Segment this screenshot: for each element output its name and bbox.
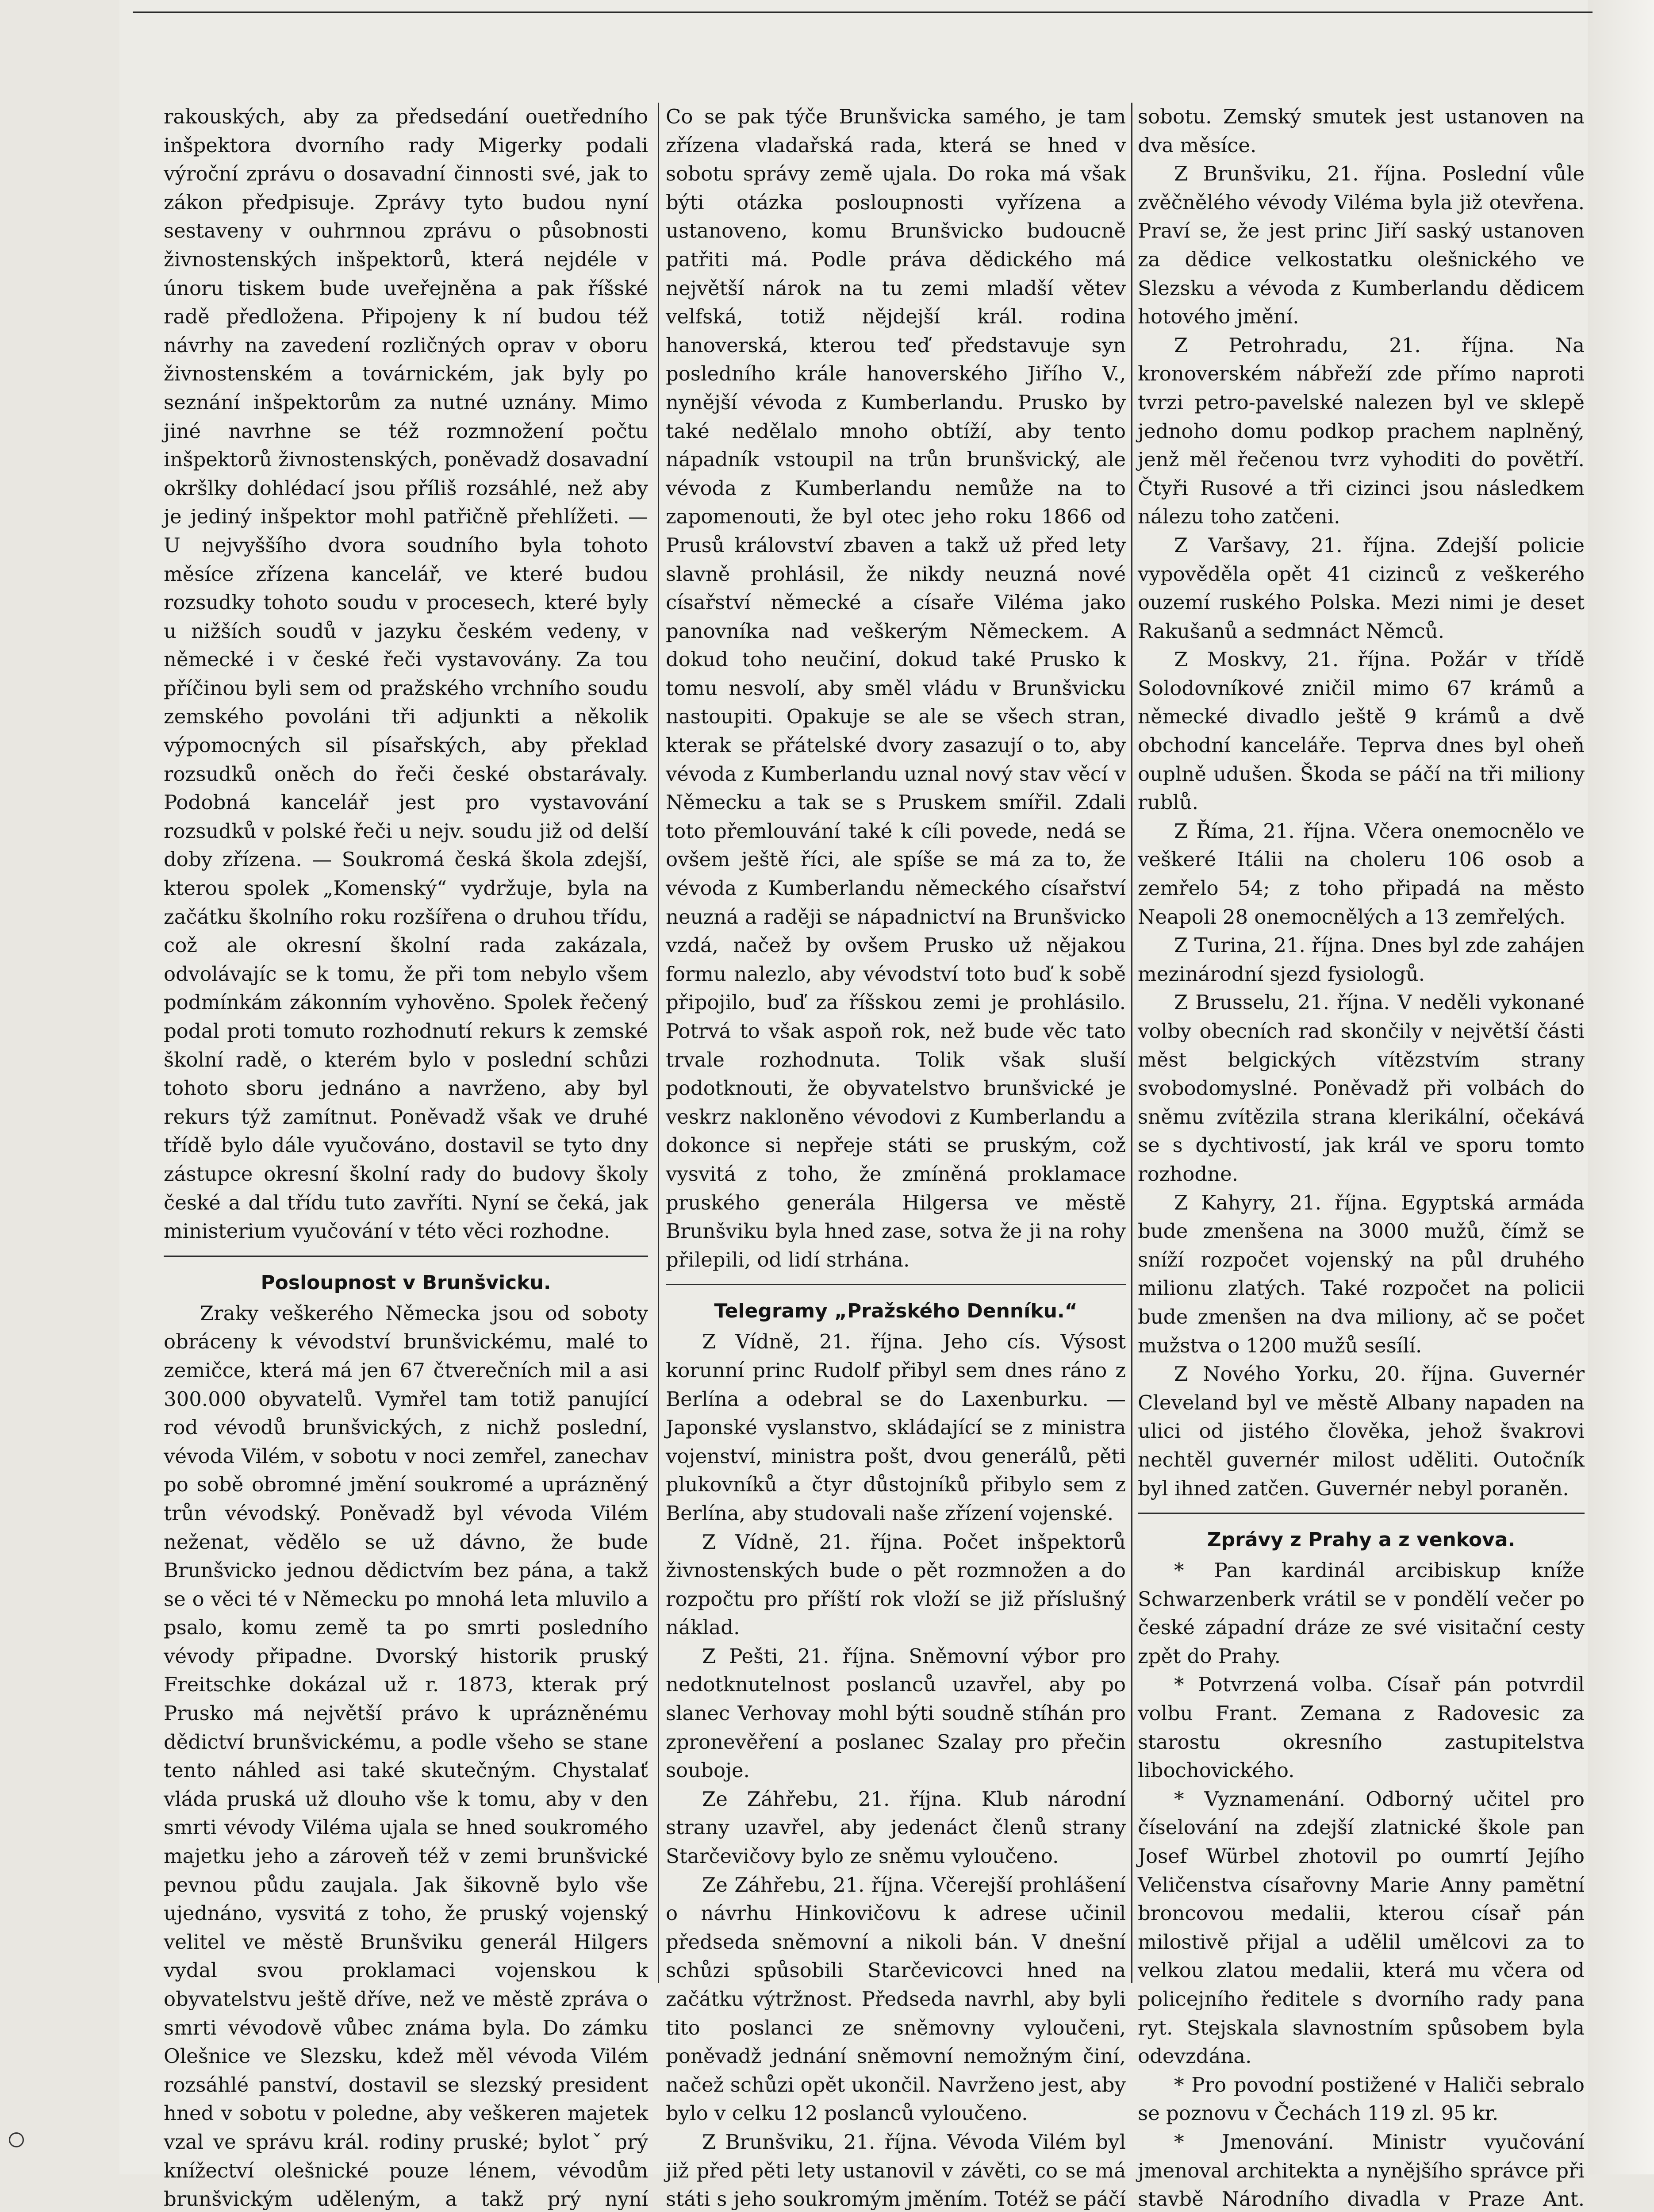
section-divider bbox=[666, 1284, 1126, 1285]
article-paragraph: rakouských, aby za předsedání ouetředního inšpektora dvorního rady Migerky podali výroční zprávu o dosavadní činnosti své, jak to zákon předpisuje. Zprávy tyto budou nyní sestaveny v ouhrnnou zprávu o působnosti živnostenských inšpektorů, která nejdéle v únoru tiskem bude uveřejněna a pak říšské radě předložena. Připojeny k ní budou též návrhy na zavedení rozličných oprav v oboru živnostenském a továrnickém, jak byly po seznání inšpektorům za nutné uznány. Mimo jiné navrhne se též rozmnožení počtu inšpektorů živnostenských, poněvadž dosavadní okršlky dohlédací jsou příliš rozsáhlé, než aby je jediný inšpektor mohl patřičně přehlížeti. — U nejvyššího dvora soudního byla tohoto měsíce zřízena kancelář, ve které budou rozsudky tohoto soudu v procesech, které byly u nižších soudů v jazyku českém vedeny, v německé i v české řeči vystavovány. Za tou příčinou byli sem od pražského vrchního soudu zemského povoláni tři adjunkti a několik výpomocných sil písařských, aby překlad rozsudků oněch do řeči české obstarávaly. Podobná kancelář jest pro vystavování rozsudků v polské řeči u nejv. soudu již od delší doby zřízena. — Soukromá česká škola zdejší, kterou spolek „Komenský“ vydržuje, byla na začátku školního roku rozšířena o druhou třídu, což ale okresní školní rada zakázala, odvolávajíc se k tomu, že při tom nebylo všem podmínkám zákonním vyhověno. Spolek řečený podal proti tomuto rozhodnutí rekurs k zemské školní radě, o kterém bylo v poslední schůzi tohoto sboru jednáno a navrženo, aby byl rekurs týž zamítnut. Poněvadž však ve druhé třídě bylo dále vyučováno, dostavil se tyto dny zástupce okresní školní rady do budovy školy české a dal třídu tuto zavříti. Nyní se čeká, jak ministerium vyučování v této věci rozhodne. bbox=[164, 105, 648, 1243]
column-1 bbox=[164, 103, 648, 2211]
telegram-item: Z Brusselu, 21. října. V neděli vykonané volby obecních rad skončily v největší části měst belgických vítězstvím strany svobodomyslné. Poněvadž při volbách do sněmu zvítězila strana klerikální, očekává se s dychtivostí, jak král ve sporu tomto rozhodne. bbox=[1138, 991, 1585, 1186]
article-paragraph: Zraky veškerého Německa jsou od soboty obráceny k vévodství brunšvickému, malé to zemičce, která má jen 67 čtverečních mil a asi 300.000 obyvatelů. Vymřel tam totiž panující rod vévodů brunšvických, z nichž poslední, vévoda Vilém, v sobotu v noci zemřel, zanechav po sobě obromné jmění soukromé a uprázněný trůn vévodský. Poněvadž byl vévoda Vilém neženat, vědělo se už dávno, že bude Brunšvicko jednou dědictvím bez pána, a takž se o věci té v Německu po mnohá leta mluvilo a psalo, komu země ta po smrti posledního vévody připadne. Dvorský historik pruský Freitschke dokázal už r. 1873, kterak prý Prusko má největší právo k uprázněnému dědictví brunšvickému, a podle všeho se stane tento náhled asi také skutečným. Chystalať vláda pruská už dlouho vše k tomu, aby v den smrti vévody Viléma ujala se hned soukromého majetku jeho a zároveň též v zemi brunšvické pevnou půdu zaujala. Jak šikovně bylo vše ujednáno, vysvitá z toho, že pruský vojenský velitel ve městě Brunšviku generál Hilgers vydal svou proklamaci vojenskou k obyvatelstvu ještě dříve, než ve městě zpráva o smrti vévodově vůbec známa byla. Do zámku Olešnice ve Slezsku, kdež měl vévoda Vilém rozsáhlé panství, dostavil se slezský president hned v sobotu v poledne, aby veškeren majetek vzal ve správu král. rodiny pruské; bylotˇ prý knížectví olešnické pouze lénem, vévodům brunšvickým uděleným, a takž prý nyní bbox=[164, 1301, 648, 2211]
section-divider bbox=[164, 1256, 648, 1257]
telegram-item: Z Pešti, 21. října. Sněmovní výbor pro nedotknutelnost poslanců uzavřel, aby po slanec Verhovay mohl býti soudně stíhán pro zpronevěření a poslanec Szalay pro přečin souboje. bbox=[666, 1644, 1126, 1782]
telegram-item: Z Brunšviku, 21. října. Poslední vůle zvěčnělého vévody Viléma byla již otevřena. Praví se, že jest princ Jiří saský ustanoven za dědice velkostatku olešnického ve Slezsku a vévoda z Kumberlandu dědicem hotového jmění. bbox=[1138, 162, 1585, 329]
page-edge bbox=[1588, 0, 1654, 2174]
telegram-item: Z Brunšviku, 21. října. Vévoda Vilém byl již před pěti lety ustanovil v závěti, co se má státi s jeho soukromým jměním. Totéž se páčí bbox=[666, 2130, 1126, 2211]
news-item: * Jmenování. Ministr vyučování jmenoval architekta a nynějšího správce při stavbě Národního divadla v Praze Ant. bbox=[1138, 2130, 1585, 2211]
telegram-item: Z Moskvy, 21. října. Požár v třídě Solodovníkové zničil mimo 67 krámů a německé divadlo ještě 9 krámů a dvě obchodní kanceláře. Teprva dnes byl oheň ouplně udušen. Škoda se páčí na tři miliony rublů. bbox=[1138, 648, 1585, 814]
telegram-item: Z Nového Yorku, 20. října. Guvernér Cleveland byl ve městě Albany napaden na ulici od jistého člověka, jehož švakrovi nechtěl guvernér milost uděliti. Outočník byl ihned zatčen. Guvernér nebyl poraněn. bbox=[1138, 1362, 1585, 1500]
news-item: * Vyznamenání. Odborný učitel pro číselování na zdejší zlatnické škole pan Josef Würbel zhotovil po oumrtí Jejího Veličenstva císařovny Marie Anny pamětní broncovou medalii, kterou císař pán milostivě přijal a udělil umělcovi za to velkou zlatou medalii, která mu včera od policejního ředitele s dvorního rady pana ryt. Stejskala slavnostním spůsobem byla odevzdána. bbox=[1138, 1787, 1585, 2068]
telegram-item: Z Vídně, 21. října. Jeho cís. Výsost korunní princ Rudolf přibyl sem dnes ráno z Berlína a odebral se do Laxenburku. — Japonské vyslanstvo, skládající se z ministra vojenství, ministra pošt, dvou generálů, pěti plukovníků a čtyr důstojníků přibylo sem z Berlína, aby studovali naše zřízení vojenské. bbox=[666, 1330, 1126, 1525]
section-heading: Zprávy z Prahy a z venkova. bbox=[1207, 1528, 1516, 1551]
telegram-item: Z Turina, 21. října. Dnes byl zde zahájen mezinárodní sjezd fysiologů. bbox=[1138, 933, 1585, 986]
article-paragraph: Co se pak týče Brunšvicka samého, je tam zřízena vladařská rada, která se hned v sobotu správy země ujala. Do roka má však býti otázka posloupnosti vyřízena a ustanoveno, komu Brunšvicko budoucně patřiti má. Podle práva dědického má největší nárok na tu zemi mladší větev velfská, totiž nějdejší král. rodina hanoverská, kterou teď představuje syn posledního krále hanoverského Jiřího V., nynější vévoda z Kumberlandu. Prusko by také nedělalo mnoho obtíží, aby tento nápadník vstoupil na trůn brunšvický, ale vévoda z Kumberlandu nemůže na to zapomenouti, že byl otec jeho roku 1866 od Prusů království zbaven a takž už před lety slavně prohlásil, že nikdy neuzná nové císařství německé a císaře Viléma jako panovníka nad veškerým Německem. A dokud toho neučiní, dokud také Prusko k tomu nesvolí, aby směl vládu v Brunšvicku nastoupiti. Opakuje se ale se všech stran, kterak se přátelské dvory zasazují o to, aby vévoda z Kumberlandu uznal nový stav věcí v Německu a tak se s Pruskem smířil. Zdali toto přemlouvání také k cíli povede, nedá se ovšem ještě říci, ale spíše se má za to, že vévoda z Kumberlandu německého císařství neuzná a raději se nápadnictví na Brunšvicko vzdá, načež by ovšem Prusko už nějakou formu nalezlo, aby vévodství toto buď k sobě připojilo, buď za říšskou zemi je prohlásilo. Potrvá to však aspoň rok, než bude věc tato trvale rozhodnuta. Tolik však sluší podotknouti, že obyvatelstvo brunšvické je veskrz nakloněno vévodovi z Kumberlandu a dokonce si nepřeje státi se pruským, což vysvitá z toho, že zmíněná proklamace pruského generála Hilgersa ve městě Brunšviku byla hned zase, sotva že ji na rohy přilepili, od lidí strhána. bbox=[666, 105, 1126, 1271]
telegram-item: Ze Záhřebu, 21. října. Klub národní strany uzavřel, aby jedenáct členů strany Starčevičovy bylo ze sněmu vyloučeno. bbox=[666, 1787, 1126, 1868]
news-item: * Potvrzená volba. Císař pán potvrdil volbu Frant. Zemana z Radovesic za starostu okresního zastupitelstva libochovického. bbox=[1138, 1673, 1585, 1782]
news-item: * Pan kardinál arcibiskup kníže Schwarzenberk vrátil se v pondělí večer po české západní dráze ze své visitační cesty zpět do Prahy. bbox=[1138, 1559, 1585, 1668]
column-rule bbox=[658, 103, 659, 1983]
telegram-item: Z Vídně, 21. října. Počet inšpektorů živnostenských bude o pět rozmnožen a do rozpočtu pro příští rok vloží se již příslušný náklad. bbox=[666, 1530, 1126, 1640]
telegram-item: Z Kahyry, 21. října. Egyptská armáda bude zmenšena na 3000 mužů, čímž se sníží rozpočet vojenský na půl druhého milionu zlatých. Také rozpočet na policii bude zmenšen na dva miliony, ač se počet mužstva o 1200 mužů sesílí. bbox=[1138, 1190, 1585, 1357]
column-2 bbox=[666, 103, 1126, 2211]
column-rule bbox=[1131, 103, 1132, 1983]
telegram-item: Z Varšavy, 21. října. Zdejší policie vypověděla opět 41 cizinců z veškerého ouzemí ruského Polska. Mezi nimi je deset Rakušanů a sedmnáct Němců. bbox=[1138, 533, 1585, 643]
telegram-item: Ze Záhřebu, 21. října. Včerejší prohlášení o návrhu Hinkovičovu k adrese učinil předseda sněmovní a nikoli bán. V dnešní schůzi spůsobili Starčevicovci hned na začátku výtržnost. Předseda navrhl, aby byli tito poslanci ze sněmovny vyloučeni, poněvadž jednání sněmovní nemožným činí, načež schůzi opět ukončil. Navrženo jest, aby bylo v celku 12 poslanců vyloučeno. bbox=[666, 1873, 1126, 2125]
news-item: * Pro povodní postižené v Haliči sebralo se poznovu v Čechách 119 zl. 95 kr. bbox=[1138, 2073, 1585, 2125]
top-rule bbox=[133, 12, 1593, 13]
article-heading: Posloupnost v Brunšvicku. bbox=[261, 1271, 551, 1294]
binding-hole bbox=[9, 2132, 24, 2147]
telegram-item: Z Petrohradu, 21. října. Na kronoverském nábřeží zde přímo naproti tvrzi petro-pavelské nalezen byl ve sklepě jednoho domu podkop prachem naplněný, jenž měl řečenou tvrz vyhoditi do povětří. Čtyři Rusové a tři cizinci jsou následkem nálezu toho zatčeni. bbox=[1138, 333, 1585, 529]
telegram-item: sobotu. Zemský smutek jest ustanoven na dva měsíce. bbox=[1138, 105, 1585, 157]
column-3 bbox=[1138, 103, 1585, 2211]
telegram-item: Z Říma, 21. října. Včera onemocnělo ve veškeré Itálii na choleru 106 osob a zemřelo 54; z toho připadá na město Neapoli 28 onemocnělých a 13 zemřelých. bbox=[1138, 819, 1585, 929]
section-heading: Telegramy „Pražského Denníku.“ bbox=[714, 1300, 1078, 1323]
section-divider bbox=[1138, 1513, 1585, 1514]
